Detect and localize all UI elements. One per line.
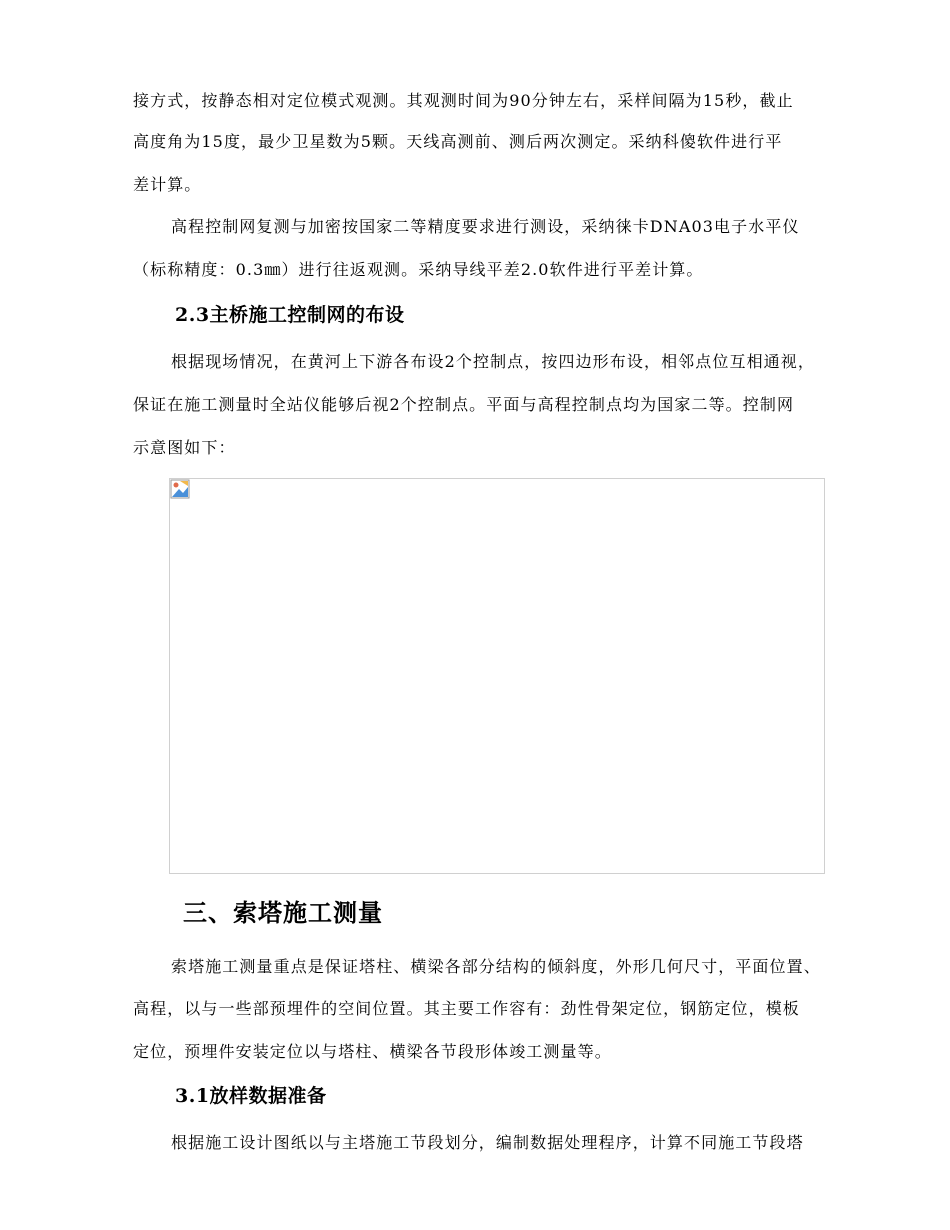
paragraph-line: 索塔施工测量重点是保证塔柱、横梁各部分结构的倾斜度，外形几何尺寸，平面位置、	[171, 957, 821, 976]
paragraph-line: 差计算。	[133, 175, 202, 194]
broken-image-icon	[170, 479, 190, 499]
paragraph-line: 保证在施工测量时全站仪能够后视2个控制点。平面与高程控制点均为国家二等。控制网	[133, 395, 795, 414]
paragraph-line: 高程，以与一些部预埋件的空间位置。其主要工作容有：劲性骨架定位，钢筋定位，模板	[133, 999, 800, 1018]
section-heading-2-3: 2.3主桥施工控制网的布设	[175, 304, 405, 326]
control-network-figure	[169, 478, 825, 874]
paragraph-line: 接方式，按静态相对定位模式观测。其观测时间为90分钟左右，采样间隔为15秒，截止	[133, 91, 794, 110]
paragraph-line: 高度角为15度，最少卫星数为5颗。天线高测前、测后两次测定。采纳科傻软件进行平	[133, 132, 783, 151]
chapter-heading-3: 三、索塔施工测量	[183, 898, 383, 927]
section-heading-3-1: 3.1放样数据准备	[175, 1085, 327, 1107]
paragraph-line: 定位，预埋件安装定位以与塔柱、横梁各节段形体竣工测量等。	[133, 1042, 612, 1061]
paragraph-line: 示意图如下：	[133, 438, 236, 457]
paragraph-line: （标称精度：0.3㎜）进行往返观测。采纳导线平差2.0软件进行平差计算。	[133, 260, 704, 279]
paragraph-line: 根据现场情况，在黄河上下游各布设2个控制点，按四边形布设，相邻点位互相通视，	[171, 352, 815, 371]
paragraph-line: 高程控制网复测与加密按国家二等精度要求进行测设，采纳徕卡DNA03电子水平仪	[171, 217, 800, 236]
paragraph-line: 根据施工设计图纸以与主塔施工节段划分，编制数据处理程序，计算不同施工节段塔	[171, 1133, 804, 1152]
